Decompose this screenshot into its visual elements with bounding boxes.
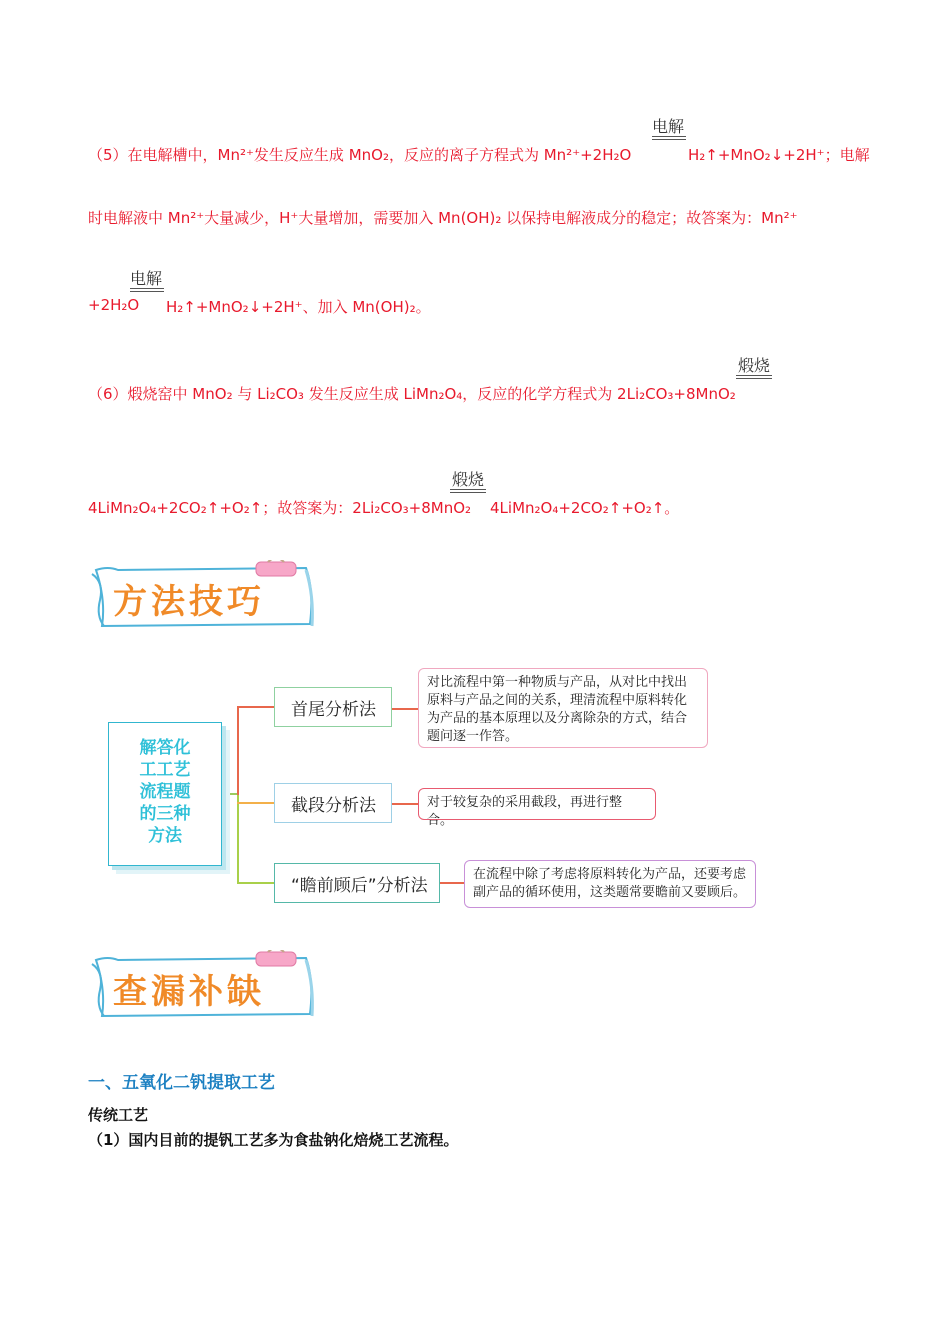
para5-line3-end: H₂↑+MnO₂↓+2H⁺、加入 Mn(OH)₂。 [166,298,431,316]
connector [392,708,420,710]
connector [237,882,275,884]
note-head-tail: 对比流程中第一种物质与产品，从对比中找出原料与产品之间的关系，理清流程中原料转化为产品的基本原理以及分离除杂的方式，结合题问逐一作答。 [418,668,708,748]
center-line: 解答化 [139,738,191,758]
banner-fill-gaps-title: 查漏补缺 [113,972,265,1012]
banner-method-tips [88,560,318,632]
center-line: 工工艺 [139,760,191,780]
branch-segment: 截段分析法 [274,783,392,823]
connector [220,793,238,795]
diagram-center-box [108,722,222,866]
connector [392,803,420,805]
para5-line2: 时电解液中 Mn²⁺大量减少，H⁺大量增加，需要加入 Mn(OH)₂ 以保持电解液成分的稳定；故答案为：Mn²⁺ [88,209,798,227]
note-segment: 对于较复杂的采用截段，再进行整合。 [418,788,656,820]
center-line: 流程题 [139,782,191,802]
section-heading: 一、五氧化二钒提取工艺 [88,1073,275,1093]
condition-calcination-2: 煅烧 [452,470,485,489]
equilibrium-mark [450,489,486,493]
center-line: 的三种 [139,804,191,824]
banner-method-tips-title: 方法技巧 [113,582,265,622]
connector [440,882,466,884]
connector [237,706,275,708]
branch-look-both-ways: “瞻前顾后”分析法 [274,863,440,903]
equilibrium-mark [130,288,164,292]
para5-line1: （5）在电解槽中，Mn²⁺发生反应生成 MnO₂，反应的离子方程式为 Mn²⁺+2H₂O [88,146,632,164]
condition-electrolysis-1: 电解 [652,117,685,136]
section-item-1: （1）国内目前的提钒工艺多为食盐钠化焙烧工艺流程。 [88,1131,459,1149]
condition-calcination-1: 煅烧 [738,356,771,375]
para6-line2-end: 4LiMn₂O₄+2CO₂↑+O₂↑。 [490,499,680,517]
center-line: 方法 [148,826,182,846]
equilibrium-mark [652,136,686,140]
subsection-title: 传统工艺 [88,1106,149,1124]
condition-electrolysis-2: 电解 [130,269,163,288]
branch-head-tail: 首尾分析法 [274,687,392,727]
para5-line1-end: H₂↑+MnO₂↓+2H⁺；电解 [688,146,870,164]
connector [237,802,275,804]
para6-line1: （6）煅烧窑中 MnO₂ 与 Li₂CO₃ 发生反应生成 LiMn₂O₄，反应的化学方程式为 2Li₂CO₃+8MnO₂ [88,385,736,403]
banner-fill-gaps [88,950,318,1022]
equilibrium-mark [736,375,772,379]
note-look-both-ways: 在流程中除了考虑将原料转化为产品，还要考虑副产品的循环使用，这类题常要瞻前又要顾后。 [464,860,756,908]
diagram-center-text [109,737,221,847]
connector [237,795,239,883]
para6-line2-start: 4LiMn₂O₄+2CO₂↑+O₂↑；故答案为：2Li₂CO₃+8MnO₂ [88,499,472,517]
para5-line3-start: +2H₂O [88,296,140,314]
